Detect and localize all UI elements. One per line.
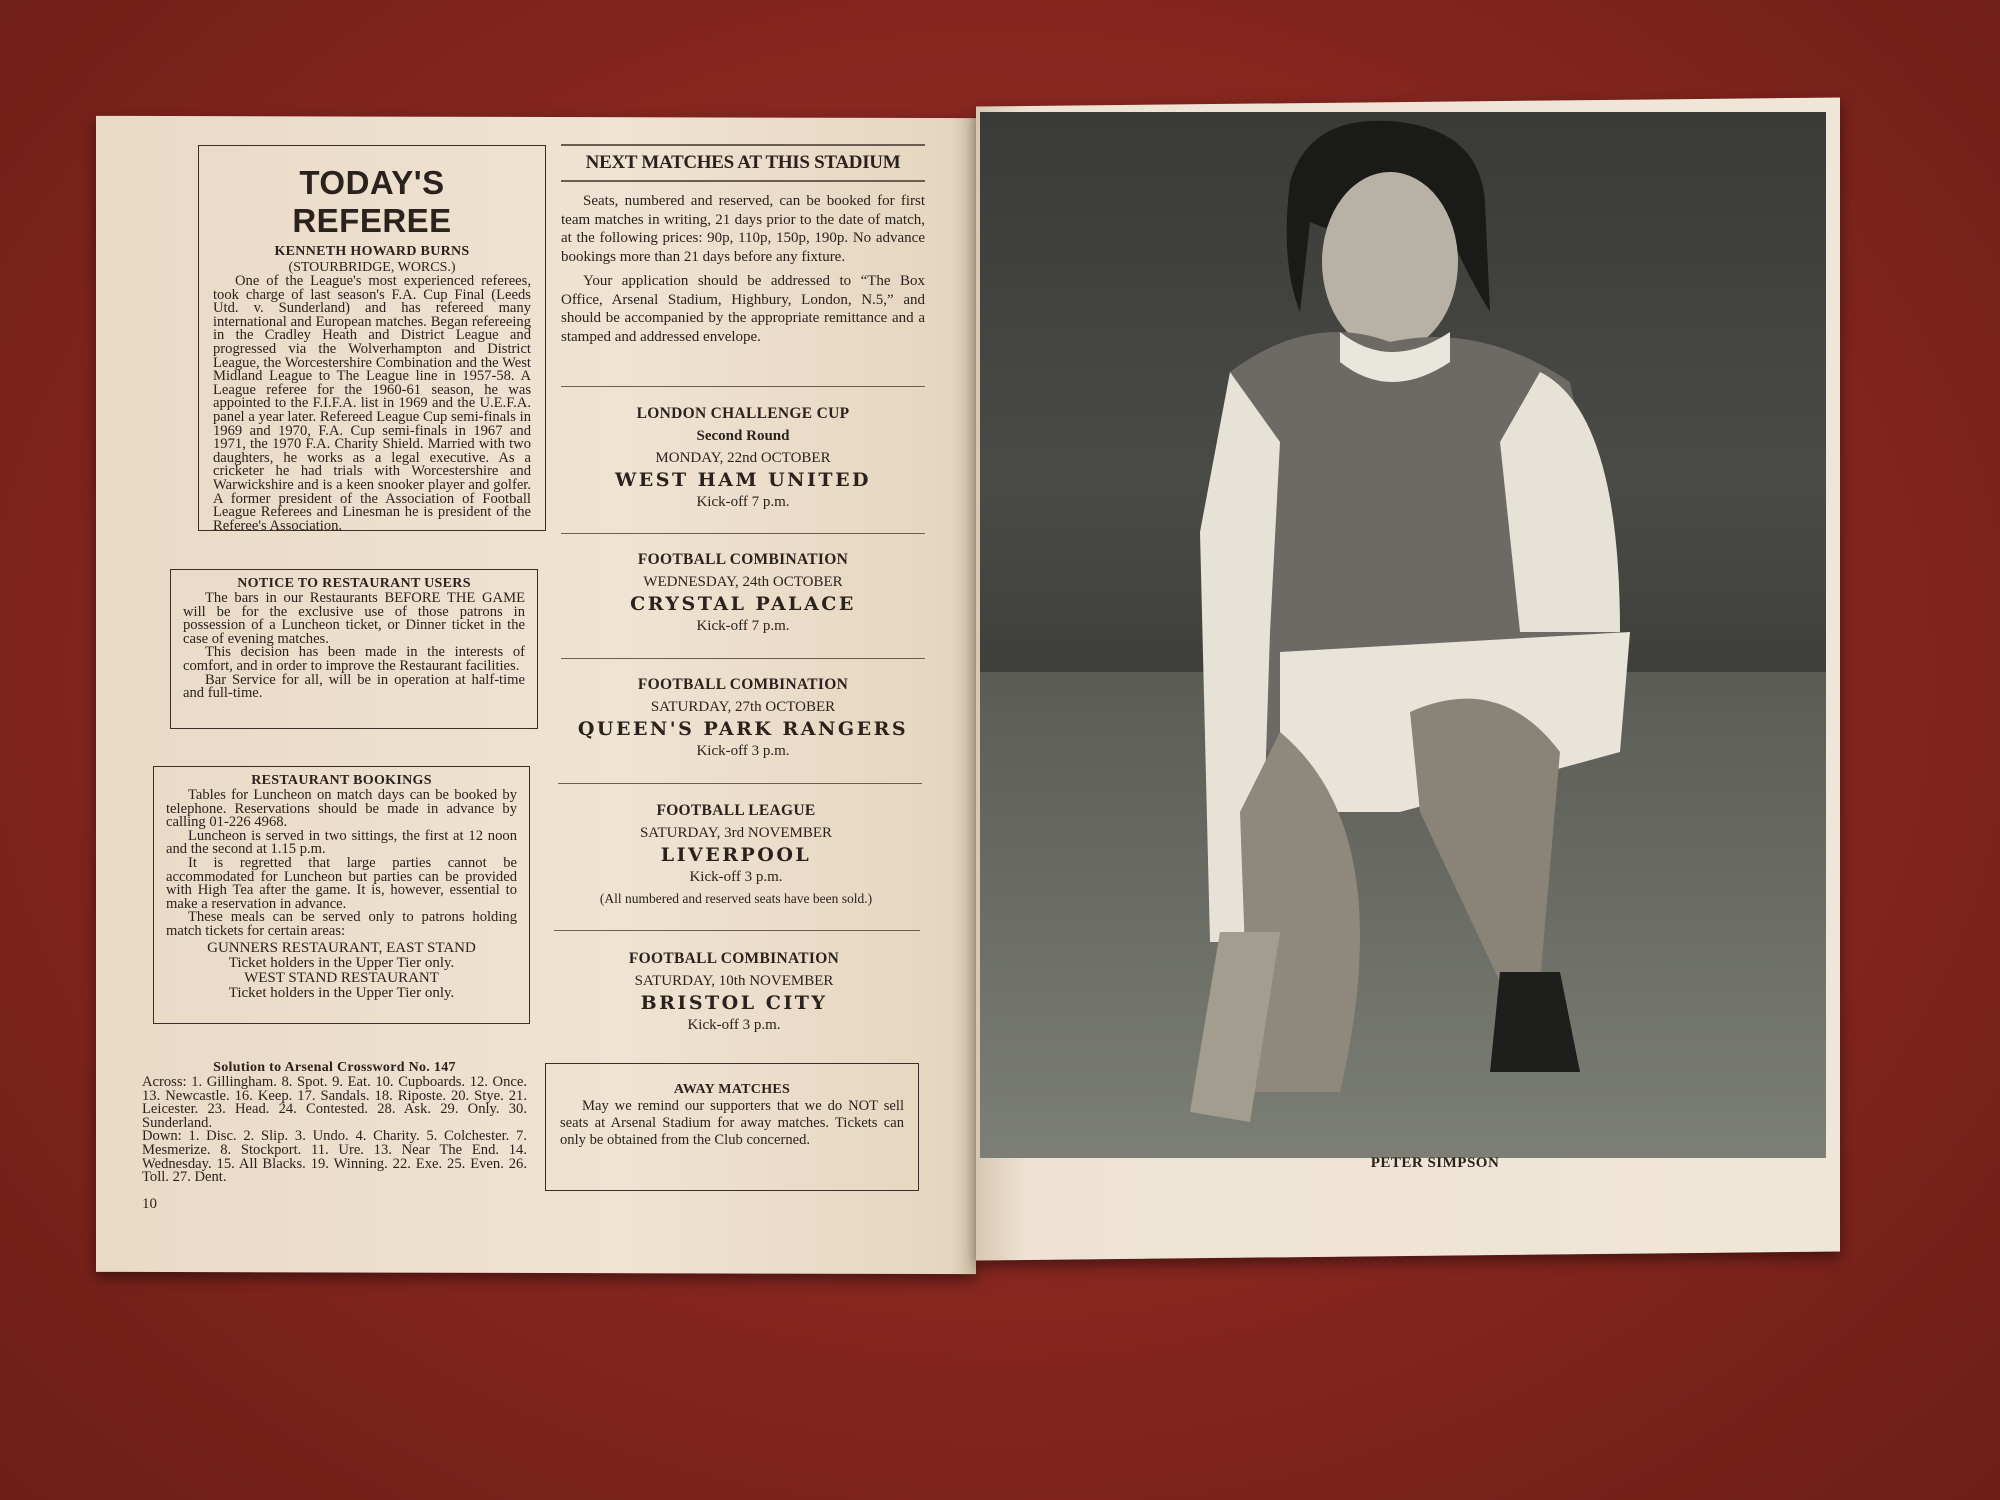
bookings-p1: Tables for Luncheon on match days can be booked by telephone. Reservations should be made in advance by calling 01-226 4968. [166, 787, 517, 831]
intro-p1: Seats, numbered and reserved, can be booked for first team matches in writing, 21 days prior to the date of match, at the following prices: 90p, 110p, 150p, 190p. No advance bookings more than 21 days before any fixture. [561, 193, 925, 265]
match-date: SATURDAY, 10th NOVEMBER [634, 973, 834, 989]
match-competition: FOOTBALL COMBINATION [628, 950, 840, 967]
divider [561, 386, 925, 387]
divider [561, 658, 925, 659]
match-kickoff: Kick-off 7 p.m. [696, 494, 790, 510]
crossword-down: Down: 1. Disc. 2. Slip. 3. Undo. 4. Charity. 5. Colchester. 7. Mesmerize. 8. Stockport. 11. Ure. 13. Near The End. 14. Wednesday. 15. All Blacks. 19. Winning. 22. Exe. 25. Even. 26. Toll. 27. Dent. [142, 1128, 527, 1186]
away-body [560, 1098, 904, 1149]
match-date: MONDAY, 22nd OCTOBER [655, 450, 831, 466]
face [1322, 172, 1458, 352]
match-opponent: QUEEN'S PARK RANGERS [577, 718, 909, 740]
match-kickoff: Kick-off 3 p.m. [696, 743, 790, 759]
right-sleeve [1500, 372, 1620, 632]
bookings-body [166, 789, 517, 939]
match-kickoff: Kick-off 3 p.m. [689, 869, 783, 885]
away-text: May we remind our supporters that we do NOT sell seats at Arsenal Stadium for away matches. Tickets can only be obtained from the Club concerned. [560, 1098, 904, 1148]
bookings-p2: Luncheon is served in two sittings, the first at 12 noon and the second at 1.15 p.m. [166, 827, 517, 858]
match-opponent: WEST HAM UNITED [614, 469, 872, 491]
intro-p2: Your application should be addressed to “The Box Office, Arsenal Stadium, Highbury, London, N.5,” and should be accompanied by the appropriate remittance and a stamped and addressed envelope. [561, 273, 925, 345]
match-opponent: BRISTOL CITY [640, 992, 828, 1014]
todays-referee-box [198, 145, 546, 534]
away-matches-box [545, 1063, 919, 1191]
match-competition: FOOTBALL LEAGUE [656, 802, 816, 819]
match-entry [554, 800, 918, 910]
match-date: WEDNESDAY, 24th OCTOBER [643, 574, 843, 590]
match-note: (All numbered and reserved seats have been sold.) [599, 891, 873, 906]
crossword-heading: Solution to Arsenal Crossword No. 147 [213, 1060, 456, 1075]
match-date: SATURDAY, 27th OCTOBER [650, 699, 836, 715]
bookings-areas [166, 941, 517, 1001]
next-matches-intro [561, 192, 925, 346]
area-west-stand-note: Ticket holders in the Upper Tier only. [228, 984, 455, 1001]
bookings-heading: RESTAURANT BOOKINGS [251, 773, 432, 788]
bookings-p4: These meals can be served only to patrons holding match tickets for certain areas: [166, 909, 517, 939]
notice-heading: NOTICE TO RESTAURANT USERS [237, 576, 471, 591]
player-photo [980, 112, 1826, 1158]
referee-bio-text: One of the League's most experienced referees, took charge of last season's F.A. Cup Final (Leeds Utd. v. Sunderland) and has refereed many international and European matches. Began refereeing in the Cradley Heath and District League and progressed via the Wolverhampton and District League, the Worcestershire Combination and the West Midland League to The League line in 1957-58. A League referee for the 1960-61 season, he was appointed to the F.I.F.A. list in 1969 and the U.E.F.A. panel a year later. Refereed League Cup semi-finals in 1969 and 1970, F.A. Cup semi-finals in 1967 and 1971, the 1970 F.A. Charity Shield. Married with two daughters, he works as a legal executive. As a cricketer he had trials with Worcestershire and Warwickshire and is a keen snooker player and golfer. A former president of the Association of Football League Referees and Linesman he is president of the Referee's Association. [213, 273, 531, 534]
divider [561, 533, 925, 534]
divider [554, 930, 920, 931]
heading-rule-top [561, 144, 925, 146]
match-opponent: CRYSTAL PALACE [630, 593, 856, 615]
match-round: Second Round [696, 428, 790, 444]
referee-location: (STOURBRIDGE, WORCS.) [288, 260, 456, 275]
notice-p3: Bar Service for all, will be in operation at half-time and full-time. [183, 671, 525, 702]
heading-rule-bottom [561, 180, 925, 182]
crossword-across: Across: 1. Gillingham. 8. Spot. 9. Eat. 10. Cupboards. 12. Once. 13. Newcastle. 16. Keep. 17. Sandals. 18. Riposte. 20. Stye. 21. Leicester. 23. Head. 24. Contested. 28. Ask. 29. Only. 30. Sunderland. [142, 1074, 527, 1131]
referee-name: KENNETH HOWARD BURNS [274, 244, 470, 259]
match-entry [561, 403, 925, 513]
match-entry [561, 674, 925, 762]
notice-restaurant-users-box [170, 569, 538, 729]
match-kickoff: Kick-off 3 p.m. [687, 1017, 781, 1033]
player-photo-image [980, 112, 1826, 1158]
away-heading: AWAY MATCHES [673, 1082, 791, 1097]
match-date: SATURDAY, 3rd NOVEMBER [639, 825, 833, 841]
notice-p1: The bars in our Restaurants BEFORE THE GAME will be for the exclusive use of those patrons in possession of a Luncheon ticket, or Dinner ticket in the case of evening matches. [183, 590, 525, 647]
match-competition: LONDON CHALLENGE CUP [636, 405, 850, 422]
match-opponent: LIVERPOOL [660, 844, 812, 866]
restaurant-bookings-box [153, 766, 530, 1024]
photo-caption: PETER SIMPSON [1370, 1155, 1500, 1171]
referee-title-line1: TODAY'S [299, 164, 445, 201]
bookings-p3: It is regretted that large parties cannot be accommodated for Luncheon but parties can be provided with High Tea after the game. It is, however, essential to make a reservation in advance. [166, 854, 517, 912]
referee-title-line2: REFEREE [292, 202, 452, 239]
divider [558, 783, 922, 784]
crossword-solution [142, 1060, 527, 1185]
match-entry [561, 549, 925, 637]
match-entry [552, 948, 916, 1036]
match-competition: FOOTBALL COMBINATION [637, 551, 849, 568]
match-competition: FOOTBALL COMBINATION [637, 676, 849, 693]
notice-p2: This decision has been made in the interests of comfort, and in order to improve the Restaurant facilities. [183, 644, 525, 674]
page-number: 10 [142, 1196, 157, 1212]
area-gunners-restaurant: GUNNERS RESTAURANT, EAST STAND [207, 939, 476, 956]
referee-bio [213, 275, 531, 533]
notice-body [183, 592, 525, 701]
next-matches-heading: NEXT MATCHES AT THIS STADIUM [585, 152, 901, 173]
area-west-stand-restaurant: WEST STAND RESTAURANT [244, 969, 439, 986]
area-gunners-note: Ticket holders in the Upper Tier only. [228, 954, 455, 971]
match-kickoff: Kick-off 7 p.m. [696, 618, 790, 634]
